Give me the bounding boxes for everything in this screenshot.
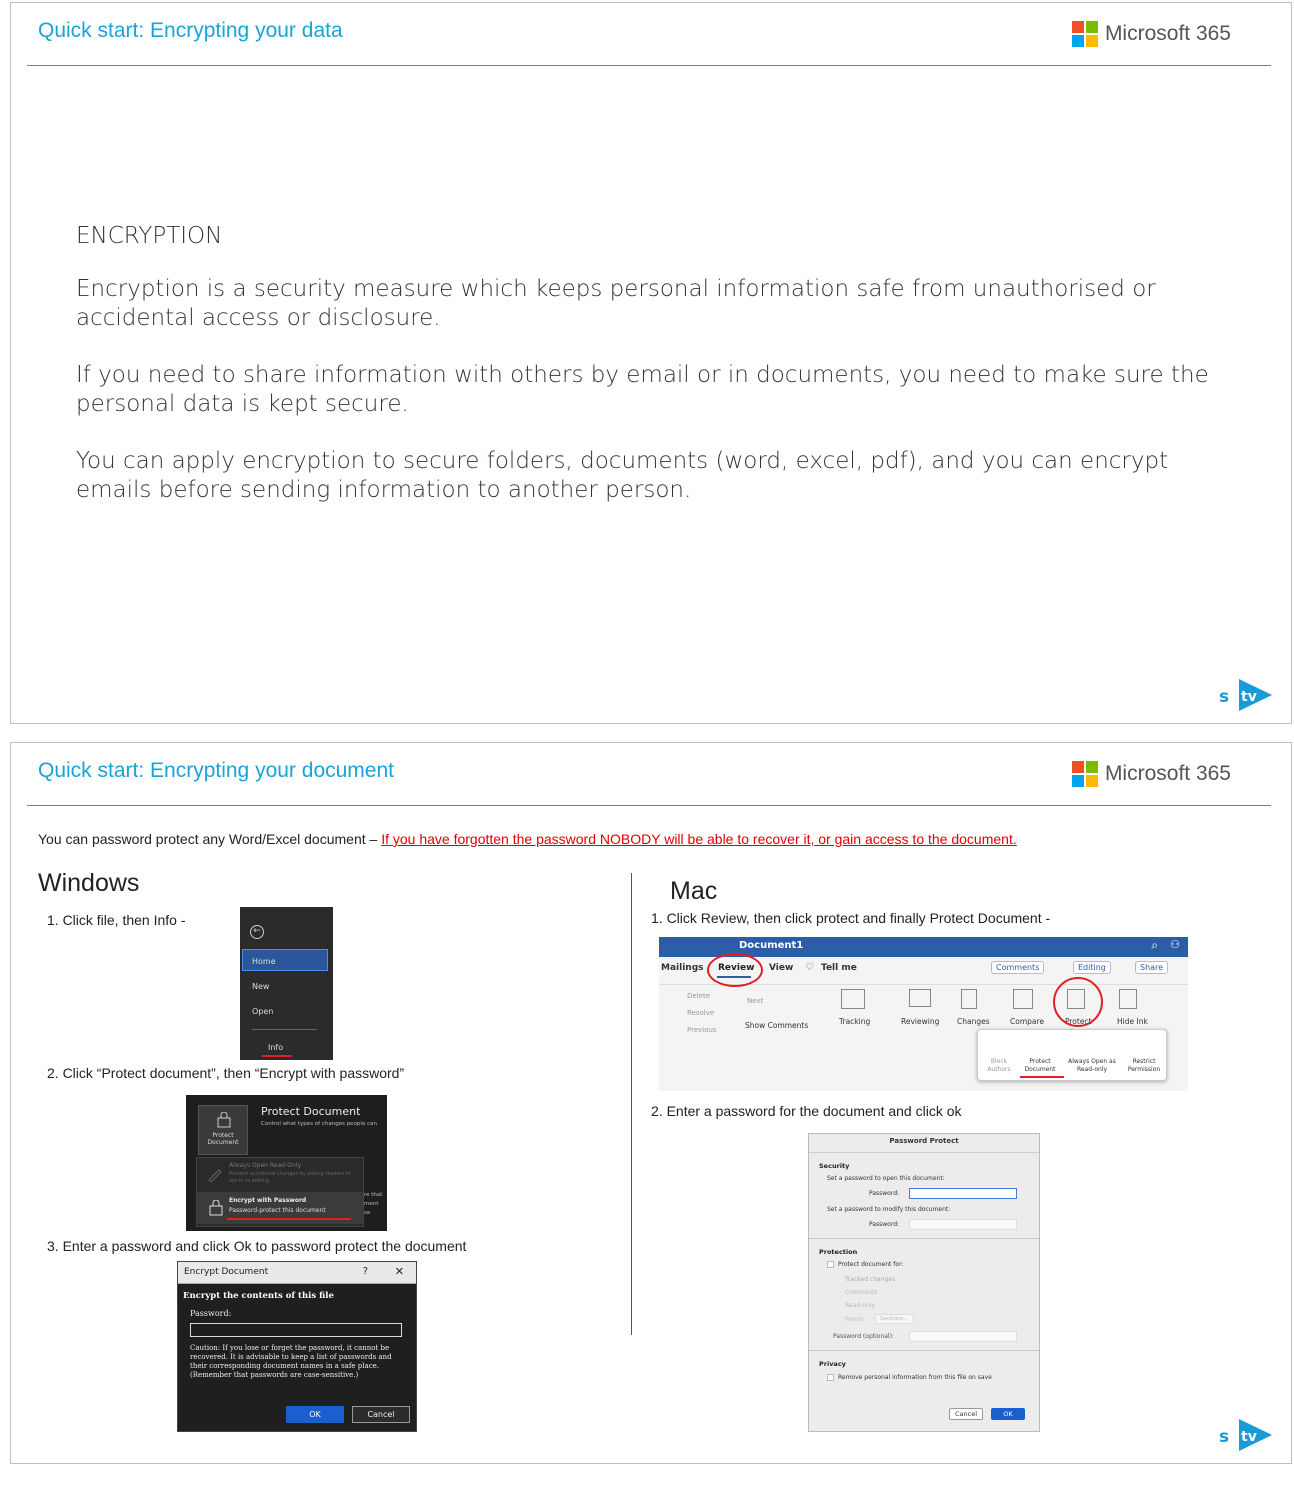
tab-view[interactable]: View (769, 963, 794, 973)
intro-lead: You can password protect any Word/Excel document – (38, 831, 382, 847)
protect-for-label: Protect document for: (838, 1261, 904, 1268)
encryption-section (76, 223, 1226, 533)
menu-item-open[interactable]: Open (252, 1007, 274, 1016)
menu-separator (252, 1029, 317, 1030)
lock-icon (217, 1112, 231, 1128)
open-password-label: Set a password to open this document: (827, 1175, 945, 1182)
dialog-title: Encrypt Document (184, 1267, 269, 1277)
cancel-button[interactable]: Cancel (949, 1408, 983, 1420)
highlight-underline (227, 1218, 351, 1220)
caution-text: Caution: If you lose or forget the password, it cannot be recovered. It is advisable to keep a list of passwords and their corresponding document names in a safe place. (Remember that passwords are case-sensitive.) (190, 1344, 392, 1379)
privacy-heading: Privacy (819, 1360, 846, 1368)
password-input[interactable] (190, 1323, 402, 1337)
highlight-underline (1020, 1076, 1064, 1078)
protect-checkbox[interactable] (827, 1261, 834, 1268)
password-label: Password: (869, 1190, 900, 1197)
mac-step-2: 2. Enter a password for the document and click ok (651, 1103, 962, 1119)
hide-ink-icon (1119, 989, 1137, 1009)
password-label: Password: (869, 1221, 900, 1228)
option-comments[interactable]: Comments (845, 1289, 878, 1296)
option-encrypt-title: Encrypt with Password (229, 1197, 307, 1204)
dialog-titlebar (178, 1262, 416, 1284)
windows-heading: Windows (38, 869, 140, 897)
previous-button[interactable]: Previous (687, 1026, 717, 1034)
protect-document-item[interactable]: Protect Document (1024, 1058, 1056, 1073)
optional-password-label: Password (optional): (833, 1333, 894, 1340)
open-password-input[interactable] (909, 1188, 1017, 1199)
protect-document-screenshot (186, 1095, 387, 1231)
option-tracked-changes[interactable]: Tracked changes (845, 1276, 896, 1283)
protect-dropdown-menu (977, 1029, 1167, 1081)
highlight-underline (262, 1055, 292, 1057)
block-authors-item[interactable]: Block Authors (987, 1058, 1011, 1073)
mac-heading: Mac (670, 877, 718, 905)
section-heading: ENCRYPTION (76, 223, 223, 249)
dialog-heading: Encrypt the contents of this file (183, 1291, 334, 1301)
protect-dropdown (196, 1157, 364, 1227)
lock-icon (209, 1200, 223, 1216)
resolve-button[interactable]: Resolve (687, 1009, 715, 1017)
logo-square-blue (1072, 775, 1084, 787)
tab-tell-me[interactable]: Tell me (821, 963, 857, 973)
option-readonly-desc: Prevent accidental changes by asking readers to opt-in to editing. (229, 1171, 351, 1184)
stv-logo (1217, 1417, 1273, 1453)
next-button[interactable]: Next (747, 997, 764, 1005)
mac-step-1: 1. Click Review, then click protect and finally Protect Document - (651, 910, 1051, 926)
lightbulb-icon: ♡ (805, 962, 814, 973)
svg-text:s: s (1219, 687, 1230, 707)
windows-step-1: 1. Click file, then Info - (47, 912, 186, 928)
option-encrypt-highlight[interactable] (197, 1192, 363, 1224)
svg-text:tv: tv (1241, 1429, 1257, 1445)
microsoft-365-logo (1072, 21, 1231, 47)
tab-mailings[interactable]: Mailings (661, 963, 704, 973)
menu-item-home[interactable]: Home (252, 957, 276, 966)
svg-text:tv: tv (1241, 689, 1257, 705)
privacy-checkbox[interactable] (827, 1374, 834, 1381)
logo-square-yellow (1086, 775, 1098, 787)
help-icon[interactable]: ? (362, 1266, 368, 1277)
title-divider (27, 65, 1271, 66)
intro-warning-link[interactable]: If you have forgotten the password NOBODY will be able to recover it, or gain access to the document. (381, 831, 1017, 847)
ribbon-group-compare[interactable]: Compare (1010, 1017, 1045, 1026)
protect-title: Protect Document (261, 1105, 361, 1118)
mac-ribbon-screenshot (659, 937, 1188, 1091)
back-arrow-icon[interactable]: ← (250, 925, 264, 939)
logo-square-red (1072, 21, 1084, 33)
protect-button-label: Protect Document (207, 1132, 239, 1146)
microsoft-365-label: Microsoft 365 (1104, 22, 1231, 45)
changes-icon (961, 989, 977, 1009)
intro-text (38, 831, 1017, 847)
menu-item-info[interactable]: Info (268, 1043, 284, 1052)
paragraph: Encryption is a security measure which keeps personal information safe from unauthorised or accidental access or disclosure. (76, 276, 1156, 331)
slide-title: Quick start: Encrypting your data (38, 19, 343, 42)
sections-button[interactable]: Sections... (875, 1314, 914, 1324)
section-separator (809, 1350, 1039, 1351)
protect-desc: Control what types of changes people can (261, 1121, 377, 1127)
comments-button[interactable]: Comments (991, 961, 1044, 974)
optional-password-input[interactable] (909, 1331, 1017, 1342)
title-separator (809, 1152, 1039, 1153)
show-comments-button[interactable]: Show Comments (745, 1021, 809, 1030)
share-button[interactable]: Share (1135, 961, 1168, 974)
menu-item-new[interactable]: New (252, 982, 270, 991)
logo-square-blue (1072, 35, 1084, 47)
editing-button[interactable]: Editing (1073, 961, 1111, 974)
pencil-icon (207, 1166, 223, 1182)
file-menu-screenshot (240, 907, 333, 1060)
option-readonly-title[interactable]: Always Open Read-Only (229, 1162, 302, 1169)
option-read-only[interactable]: Read-only (845, 1302, 876, 1309)
password-label: Password: (190, 1309, 232, 1318)
close-icon[interactable]: ✕ (394, 1265, 404, 1278)
security-heading: Security (819, 1162, 850, 1170)
search-icon[interactable]: ⌕ (1151, 938, 1158, 952)
mac-password-dialog (808, 1133, 1040, 1432)
ok-button[interactable]: OK (286, 1406, 344, 1423)
truncated-side-text: re that ment se (364, 1192, 383, 1216)
modify-password-label: Set a password to modify this document: (827, 1206, 951, 1213)
ribbon-group-hide-ink[interactable]: Hide Ink (1117, 1017, 1148, 1026)
microsoft-logo-icon (1072, 761, 1098, 787)
windows-step-3: 3. Enter a password and click Ok to password protect the document (47, 1238, 467, 1254)
ribbon-group-protect[interactable]: Protect (1065, 1017, 1092, 1026)
protect-highlight (1053, 977, 1103, 1027)
reviewing-icon (909, 989, 931, 1007)
title-divider (27, 805, 1271, 806)
logo-square-green (1086, 21, 1098, 33)
svg-text:s: s (1219, 1427, 1230, 1447)
slide-encrypting-data (10, 2, 1292, 724)
cancel-button[interactable]: Cancel (352, 1406, 410, 1423)
tab-review[interactable]: Review (718, 963, 755, 973)
slide-title: Quick start: Encrypting your document (38, 759, 394, 782)
microsoft-365-label: Microsoft 365 (1104, 762, 1231, 785)
restrict-permission-item[interactable]: Restrict Permission (1127, 1058, 1161, 1073)
paragraph: You can apply encryption to secure folders, documents (word, excel, pdf), and you can encrypt emails before sending information to another person. (76, 448, 1169, 503)
microsoft-logo-icon (1072, 21, 1098, 47)
paragraph: If you need to share information with others by email or in documents, you need to make sure the personal data is kept secure. (76, 362, 1209, 417)
tracking-icon (841, 989, 865, 1009)
protection-heading: Protection (819, 1248, 858, 1256)
ribbon-group-reviewing[interactable]: Reviewing (901, 1017, 940, 1026)
privacy-option-label: Remove personal information from this file on save (838, 1374, 992, 1381)
document-title: Document1 (739, 940, 804, 951)
share-people-icon[interactable]: ⚇ (1170, 938, 1180, 951)
dialog-title: Password Protect (889, 1137, 959, 1145)
microsoft-365-logo (1072, 761, 1231, 787)
logo-square-green (1086, 761, 1098, 773)
option-encrypt-desc: Password-protect this document (229, 1207, 326, 1214)
option-forms[interactable]: Forms: (845, 1316, 866, 1323)
compare-icon (1013, 989, 1033, 1009)
slide-encrypting-document (10, 742, 1292, 1464)
review-tab-highlight (707, 953, 763, 987)
stv-logo (1217, 677, 1273, 713)
modify-password-input[interactable] (909, 1219, 1017, 1230)
windows-step-2: 2. Click “Protect document”, then “Encrypt with password” (47, 1065, 405, 1081)
column-divider (631, 873, 632, 1335)
delete-button[interactable]: Delete (687, 992, 710, 1000)
ribbon-group-tracking[interactable]: Tracking (839, 1017, 871, 1026)
section-separator (809, 1238, 1039, 1239)
encrypt-document-dialog (177, 1261, 417, 1432)
always-open-readonly-item[interactable]: Always Open as Read-only (1068, 1058, 1116, 1073)
ok-button[interactable]: OK (991, 1408, 1025, 1420)
logo-square-yellow (1086, 35, 1098, 47)
protect-document-button[interactable] (198, 1105, 248, 1155)
logo-square-red (1072, 761, 1084, 773)
ribbon-group-changes[interactable]: Changes (957, 1017, 990, 1026)
